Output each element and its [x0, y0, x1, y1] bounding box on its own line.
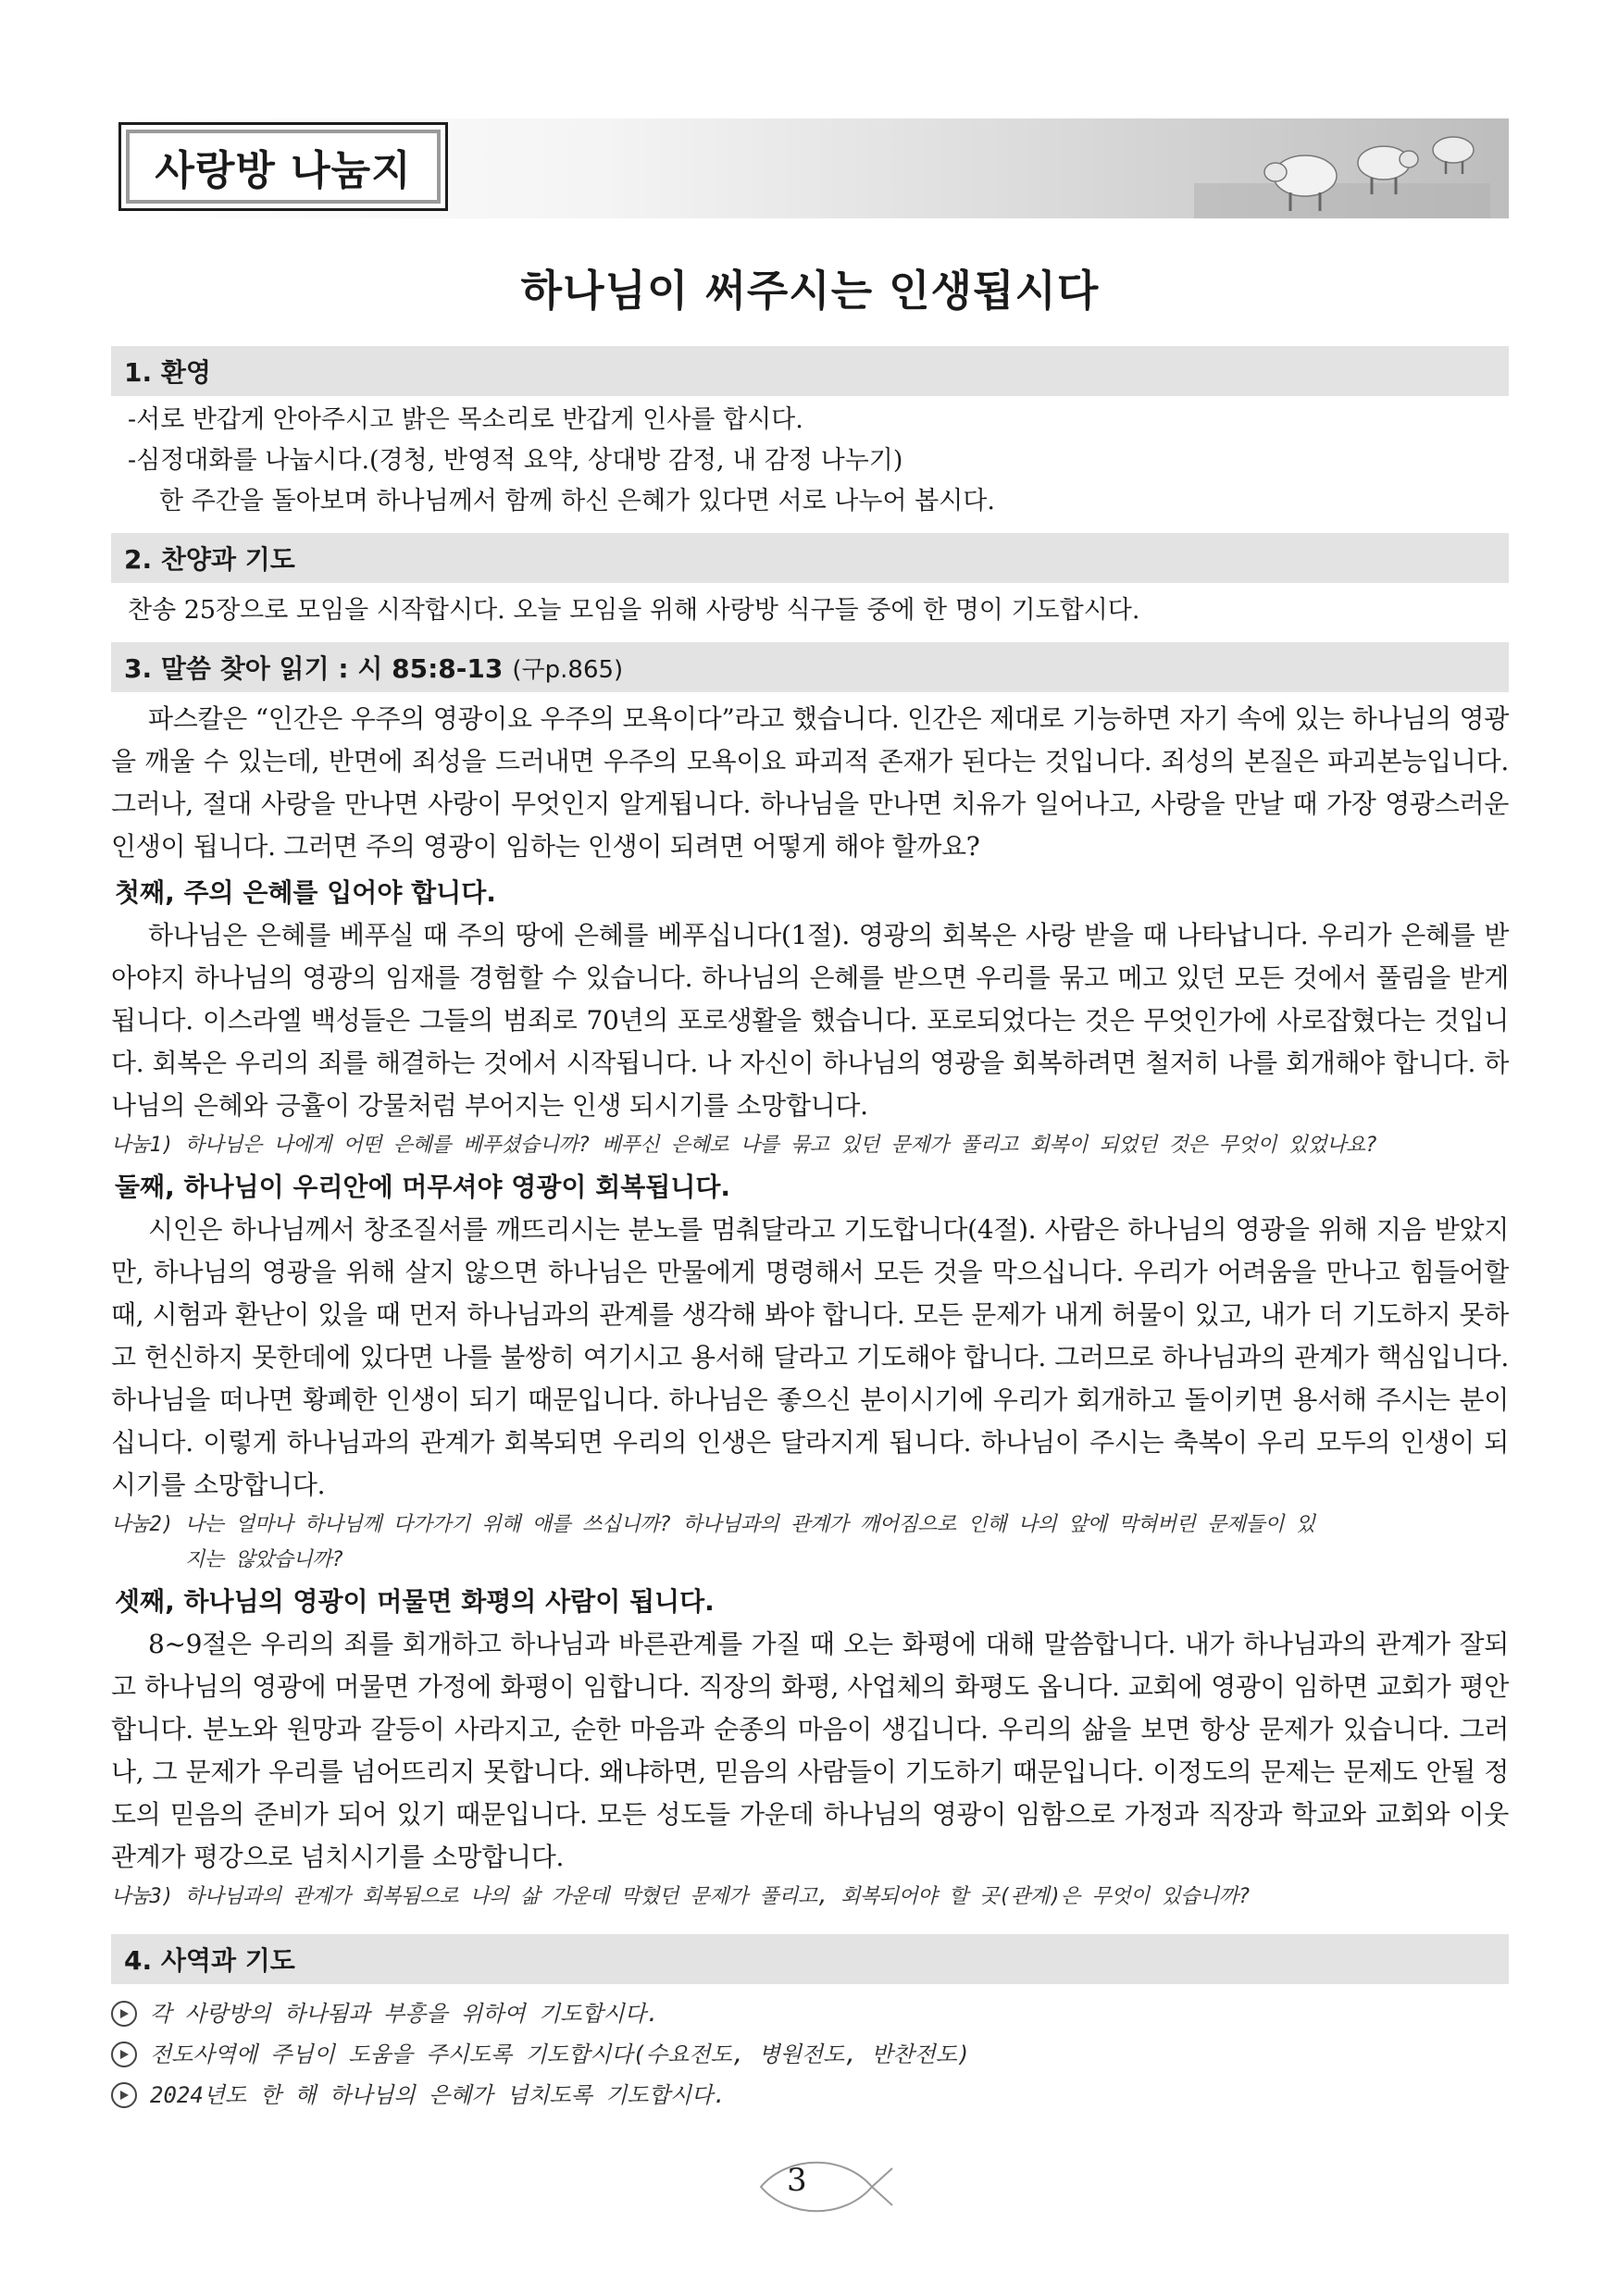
section-welcome-title: 1. 환영	[124, 357, 211, 388]
fish-icon	[752, 2145, 900, 2228]
page-number: 3	[787, 2162, 807, 2199]
mission-item-text: 각 사랑방의 하나됨과 부흥을 위하여 기도합시다.	[150, 2001, 660, 2027]
welcome-lines	[111, 396, 1509, 522]
sheep-illustration	[1194, 118, 1490, 218]
page-content	[111, 118, 1509, 2116]
welcome-line: -심정대화를 나눕시다.(경청, 반영적 요약, 상대방 감정, 내 감정 나누기)	[128, 446, 903, 475]
list-item	[111, 2075, 1509, 2116]
point1-body	[111, 914, 1509, 1127]
list-item	[111, 1993, 1509, 2034]
point2-title: 둘째, 하나님이 우리안에 머무셔야 영광이 회복됩니다.	[115, 1172, 731, 1202]
point2-text: 시인은 하나님께서 창조질서를 깨뜨리시는 분노를 멈춰달라고 기도합니다(4절). 사람은 하나님의 영광을 위해 지음 받았지만, 하나님의 영광을 위해 살지 않으면 하나님은 만물에게 명령해서 모든 것을 막으십니다. 우리가 어려움을 만나고 힘들어할 때, 시험과 환난이 있을 때 먼저 하나님과의 관계를 생각해 봐야 합니다. 모든 문제가 내게 허물이 있고, 내가 더 기도하지 못하고 헌신하지 못한데에 있다면 나를 불쌍히 여기시고 용서해 달라고 기도해야 합니다. 그러므로 하나님과의 관계가 핵심입니다. 하나님을 떠나면 황폐한 인생이 되기 때문입니다. 하나님은 좋으신 분이시기에 우리가 회개하고 돌이키면 용서해 주시는 분이십니다. 이렇게 하나님과의 관계가 회복되면 우리의 인생은 달라지게 됩니다. 하나님이 주시는 축복이 우리 모두의 인생이 되시기를 소망합니다.	[111, 1214, 1509, 1500]
reading-intro-text: 파스칼은 “인간은 우주의 영광이요 우주의 모욕이다”라고 했습니다. 인간은 제대로 기능하면 자기 속에 있는 하나님의 영광을 깨울 수 있는데, 반면에 죄성을 드러내면 우주의 모욕이요 파괴적 존재가 된다는 것입니다. 죄성의 본질은 파괴본능입니다. 그러나, 절대 사랑을 만나면 사랑이 무엇인지 알게됩니다. 하나님을 만나면 치유가 일어나고, 사랑을 만날 때 가장 영광스러운 인생이 됩니다. 그러면 주의 영광이 임하는 인생이 되려면 어떻게 해야 할까요?	[111, 703, 1509, 862]
point3-text: 8~9절은 우리의 죄를 회개하고 하나님과 바른관계를 가질 때 오는 화평에 대해 말씀합니다. 내가 하나님과의 관계가 잘되고 하나님의 영광에 머물면 가정에 화평이 임합니다. 직장의 화평, 사업체의 화평도 옵니다. 교회에 영광이 임하면 교회가 평안합니다. 분노와 원망과 갈등이 사라지고, 순한 마음과 순종의 마음이 생깁니다. 우리의 삶을 보면 항상 문제가 있습니다. 그러나, 그 문제가 우리를 넘어뜨리지 못합니다. 왜냐하면, 믿음의 사람들이 기도하기 때문입니다. 이정도의 문제는 문제도 안될 정도의 믿음의 준비가 되어 있기 때문입니다. 모든 성도들 가운데 하나님의 영광이 임함으로 가정과 직장과 학교와 교회와 이웃관계가 평강으로 넘치시기를 소망합니다.	[111, 1629, 1509, 1872]
section-welcome-header	[111, 346, 1509, 396]
mission-item-text: 2024년도 한 해 하나님의 은혜가 넘치도록 기도합시다.	[150, 2082, 727, 2108]
share2-question: 나눔2) 나는 얼마나 하나님께 다가가기 위해 애를 쓰십니까? 하나님과의 관계가 깨어짐으로 인해 나의 앞에 막혀버린 문제들이 있	[111, 1513, 1315, 1536]
share1-question: 나눔1) 하나님은 나에게 어떤 은혜를 베푸셨습니까? 베푸신 은혜로 나를 묶고 있던 문제가 풀리고 회복이 되었던 것은 무엇이 있었나요?	[111, 1134, 1377, 1157]
arrow-bullet-icon	[111, 2082, 137, 2108]
welcome-line: -서로 반갑게 안아주시고 밝은 목소리로 반갑게 인사를 합시다.	[128, 405, 803, 434]
section-mission-header	[111, 1934, 1509, 1984]
share2-question-cont: 지는 않았습니까?	[185, 1548, 343, 1571]
section-praise-header	[111, 533, 1509, 583]
point1-title: 첫째, 주의 은혜를 입어야 합니다.	[115, 877, 496, 908]
point1-text: 하나님은 은혜를 베푸실 때 주의 땅에 은혜를 베푸십니다(1절). 영광의 회복은 사랑 받을 때 나타납니다. 우리가 은혜를 받아야지 하나님의 영광의 임재를 경험할 수 있습니다. 하나님의 은혜를 받으면 우리를 묶고 메고 있던 모든 것에서 풀림을 받게 됩니다. 이스라엘 백성들은 그들의 범죄로 70년의 포로생활을 했습니다. 포로되었다는 것은 무엇인가에 사로잡혔다는 것입니다. 회복은 우리의 죄를 해결하는 것에서 시작됩니다. 나 자신이 하나님의 영광을 회복하려면 철저히 나를 회개해야 합니다. 하나님의 은혜와 긍휼이 강물처럼 부어지는 인생 되시기를 소망합니다.	[111, 920, 1509, 1121]
share3-question: 나눔3) 하나님과의 관계가 회복됨으로 나의 삶 가운데 막혔던 문제가 풀리고, 회복되어야 할 곳(관계)은 무엇이 있습니까?	[111, 1885, 1251, 1908]
reading-intro	[111, 698, 1509, 868]
main-title: 하나님이 써주시는 인생됩시다	[520, 266, 1100, 316]
mission-item-text: 전도사역에 주님이 도움을 주시도록 기도합시다(수요전도, 병원전도, 반찬전도)	[150, 2042, 971, 2067]
praise-text: 찬송 25장으로 모임을 시작합시다. 오늘 모임을 위해 사랑방 식구들 중에 한 명이 기도합시다.	[128, 596, 1140, 625]
arrow-bullet-icon	[111, 2001, 137, 2027]
section-reading-ref: (구p.865)	[512, 655, 624, 684]
mission-list	[111, 1993, 1509, 2116]
section-reading-header	[111, 642, 1509, 692]
praise-lines	[111, 583, 1509, 631]
section-praise-title: 2. 찬양과 기도	[124, 544, 295, 575]
section-mission-title: 4. 사역과 기도	[124, 1945, 295, 1976]
point3-body	[111, 1623, 1509, 1879]
welcome-line: 한 주간을 돌아보며 하나님께서 함께 하신 은혜가 있다면 서로 나누어 봅시다.	[159, 487, 995, 515]
header-banner	[111, 118, 1509, 218]
point3-title: 셋째, 하나님의 영광이 머물면 화평의 사람이 됩니다.	[115, 1586, 715, 1617]
header-label: 사랑방 나눔지	[118, 122, 448, 211]
section-reading-title: 3. 말씀 찾아 읽기 : 시 85:8-13	[124, 653, 504, 684]
page-number-badge	[752, 2145, 900, 2228]
arrow-bullet-icon	[111, 2042, 137, 2067]
list-item	[111, 2034, 1509, 2075]
point2-body	[111, 1209, 1509, 1507]
